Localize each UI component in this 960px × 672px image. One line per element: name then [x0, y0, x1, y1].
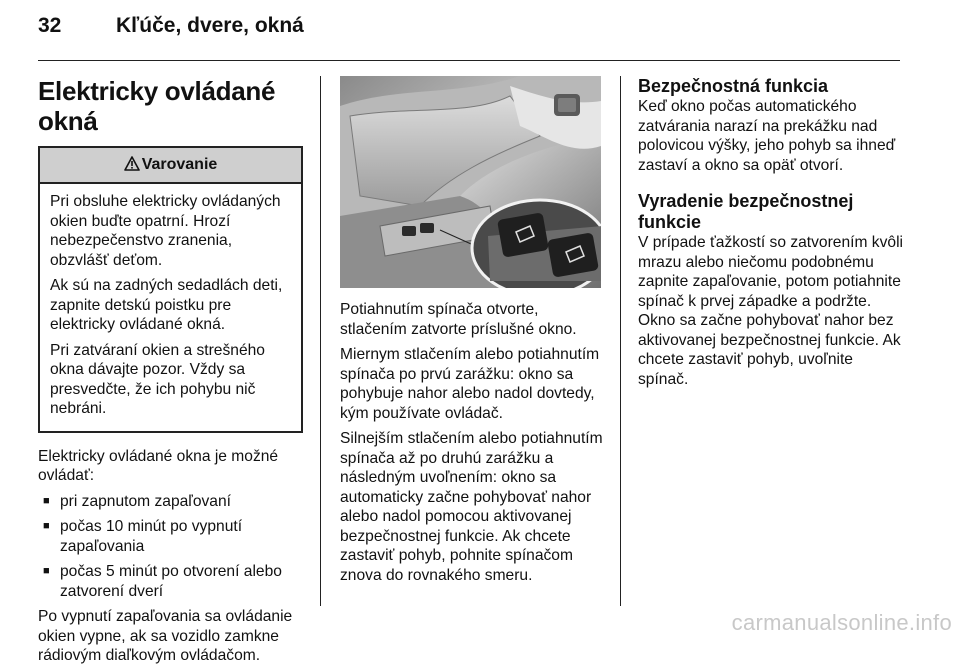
paragraph: Potiahnutím spínača otvorte, stlačením zatvorte príslušné okno. — [340, 301, 577, 338]
closing-paragraph: Po vypnutí zapaľovania sa ovládanie okien vypne, ak sa vozidlo zamkne rádiovým diaľkovým ovládačom. — [38, 608, 293, 664]
warning-triangle-icon — [124, 156, 140, 171]
warning-paragraph: Pri obsluhe elektricky ovládaných okien buďte opatrní. Hrozí nebezpečenstvo zranenia, obzvlášť deťom. — [50, 193, 281, 269]
paragraph: Silnejším stlačením alebo potiahnutím spínača až po druhú zarážku a následným uvoľnením: okno sa automaticky začne pohybovať nahor alebo nadol pomocou aktivovanej bezpečnostnej funkcie. Ak chcete zastaviť pohyb, pohnite spínačom znova do rovnakého smeru. — [340, 430, 603, 584]
list-item: ■ počas 5 minút po otvorení alebo zatvorení dverí — [38, 562, 303, 601]
paragraph: V prípade ťažkostí so zatvorením kvôli mrazu alebo niečomu podobnému zapnite zapaľovanie, potom potiahnite spínač k prvej západke a podržte. Okno sa začne pohybovať nahor bez aktivovanej bezpečnostnej funkcie. Ak chcete zastaviť pohyb, uvoľnite spínač. — [638, 234, 903, 388]
column-divider-1 — [320, 76, 321, 606]
section-title: Elektricky ovládané okná — [38, 76, 276, 136]
window-switch-photo — [340, 76, 601, 288]
warning-heading: Varovanie — [141, 156, 218, 173]
paragraph: Miernym stlačením alebo potiahnutím spínača po prvú zarážku: okno sa pohybuje nahor alebo nadol dovtedy, kým používate ovládač. — [340, 346, 600, 422]
chapter-title: Kľúče, dvere, okná — [116, 14, 304, 37]
intro-paragraph: Elektricky ovládané okna je možné ovládať: — [38, 447, 279, 484]
condition-list — [38, 492, 303, 602]
column-3 — [638, 76, 903, 395]
warning-box — [38, 146, 303, 433]
warning-paragraph: Ak sú na zadných sedadlách deti, zapnite detskú poistku pre elektricky ovládané okná. — [50, 277, 283, 333]
watermark: carmanualsonline.info — [731, 610, 952, 635]
header-divider — [38, 60, 900, 61]
warning-header — [40, 148, 301, 184]
column-1 — [38, 72, 303, 672]
list-item: ■ pri zapnutom zapaľovaní — [38, 492, 303, 512]
page-number: 32 — [38, 14, 62, 37]
column-2 — [340, 76, 605, 591]
page-header — [38, 14, 304, 38]
heading-disable-safety: Vyradenie bezpečnostnej funkcie — [638, 191, 854, 232]
paragraph: Keď okno počas automatického zatvárania narazí na prekážku nad polovicou výšky, jeho pohyb sa ihneď zastaví a okno sa opäť otvorí. — [638, 98, 896, 174]
heading-safety-function: Bezpečnostná funkcia — [638, 76, 829, 96]
warning-body — [40, 184, 301, 431]
list-item: ■ počas 10 minút po vypnutí zapaľovania — [38, 517, 303, 556]
column-divider-2 — [620, 76, 621, 606]
warning-paragraph: Pri zatváraní okien a strešného okna dávajte pozor. Vždy sa presvedčte, že ich pohybu nič nebráni. — [50, 341, 265, 417]
